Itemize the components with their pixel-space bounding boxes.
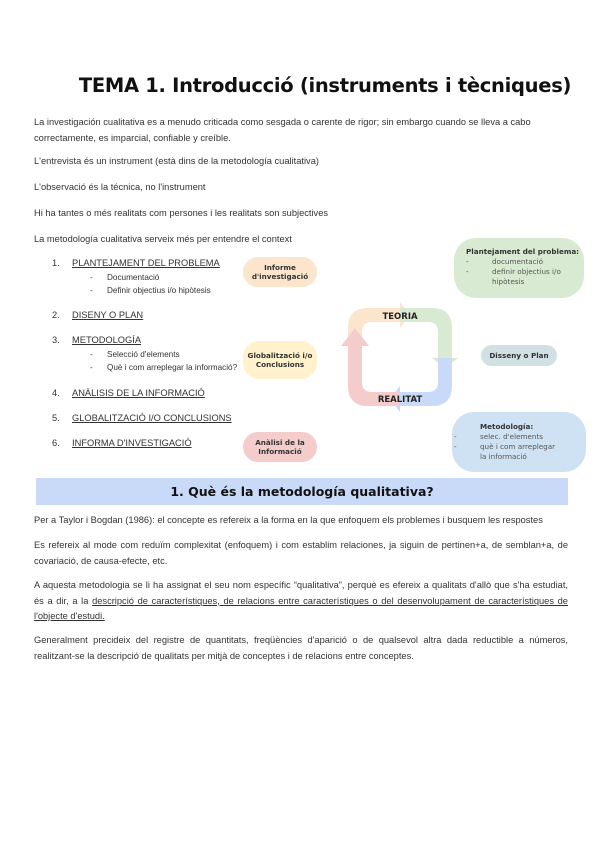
intro-paragraph-3: L'observació és la técnica, no l'instrument [34,182,206,192]
cycle-label-realitat: REALITAT [377,395,423,405]
subitem [90,273,159,282]
intro-paragraph-4: Hi ha tantes o més realitats com persones i les realitats son subjectives [34,208,329,218]
list-label: GLOBALITZACIÓ I/O CONCLUSIONS [72,413,232,423]
intro-paragraph-1: La investigación cualitativa es a menudo criticada como sesgada o carente de rigor; sin embargo cuando se lleva a cabo correctamente, es imparcial, confiable y creíble. [34,117,531,143]
dash: - [466,257,469,266]
dash: - [454,442,457,451]
subitem-text: Què i com arreplegar la informació? [107,363,238,372]
box-heading: Metodología: [480,422,534,431]
paragraph-text: A aquesta metodologia se li ha assignat el seu nom específic “qualitativa”, perquè es efereix a qualitats d'allò que s'ha estudiat, és a dir, a la [34,580,568,606]
dash: - [90,286,93,295]
list-number: 5. [52,413,60,423]
subitem [90,363,237,372]
pill-informe-investigacio: Informe d'investigació [243,257,317,287]
box-plantejament [454,238,584,298]
cycle-label-teoria: TEORIA [382,312,418,322]
list-label: PLANTEJAMENT DEL PROBLEMA [72,258,220,268]
list-label: INFORMA D'INVESTIGACIÓ [72,438,192,448]
subitem [90,350,180,359]
section-paragraph-1: Per a Taylor i Bogdan (1986): el concepte es refereix a la forma en la que enfoquem els problemes i busquem les respostes [34,515,543,525]
subitem [90,286,211,295]
pill-analisi: Anàlisi de la Informació [243,432,317,462]
section-paragraph-2: Es refereix al mode com reduïm complexitat (enfoquem) i com establim relaciones, ja siguin de pertinen+a, de semblan+a, de covariació, de causa-efecte, etc. [34,540,568,566]
box-item-text: què i com arreplegar la informació [480,442,556,461]
box-item [454,442,586,462]
list-number: 3. [52,335,60,345]
section-paragraph-3 [34,578,568,625]
box-metodologia [452,412,586,472]
dash: - [90,363,93,372]
intro-paragraph-2: L'entrevista és un instrument (està dins de la metodología cualitativa) [34,156,319,166]
list-label: ANÀLISIS DE LA INFORMACIÓ [72,388,205,398]
dash: - [90,350,93,359]
dash: - [466,267,469,276]
cycle-diagram [338,298,462,416]
list-number: 4. [52,388,60,398]
subitem-text: Selecció d'elements [107,350,180,359]
box-item-text: definir objectius i/o hipòtesis [492,267,561,286]
underlined-text: descripció de característiques, de relacions entre característiques o del desenvolupament de característiques de l'objecte d'estudi. [34,595,568,621]
list-number: 6. [52,438,60,448]
subitem-text: Definir objectius i/o hipòtesis [107,286,211,295]
list-item-2 [52,310,143,320]
list-item-3 [52,335,141,345]
list-item-6 [52,438,192,448]
list-item-4 [52,388,205,398]
list-number: 2. [52,310,60,320]
box-item [466,267,584,287]
subitem-text: Documentació [107,273,160,282]
section-heading-banner: 1. Què és la metodología qualitativa? [36,478,568,505]
list-number: 1. [52,258,60,268]
box-item-text: documentació [492,257,544,266]
box-heading: Plantejament del problema: [466,247,580,256]
list-label: DISENY O PLAN [72,310,144,320]
box-item [454,432,586,442]
intro-paragraph-5: La metodología cualitativa serveix més per entendre el context [34,234,292,244]
pill-globalitzacio: Globalització i/o Conclusions [243,341,317,379]
list-item-1 [52,258,220,268]
page-title: TEMA 1. Introducció (instruments i tècniques) [78,74,572,97]
box-item-text: selec. d'elements [480,432,544,441]
dash: - [454,432,457,441]
list-label: METODOLOGÍA [72,335,142,345]
list-item-5 [52,413,232,423]
box-disseny-plan: Disseny o Plan [481,345,557,366]
dash: - [90,273,93,282]
section-paragraph-4: Generalment precideix del registre de quantitats, freqüències d'aparició o de qualsevol altra dada reductible a números, realitzant-se la descripció de qualitats per mitjà de conceptes i de relacions entre conceptes. [34,635,568,661]
box-item [466,257,584,267]
